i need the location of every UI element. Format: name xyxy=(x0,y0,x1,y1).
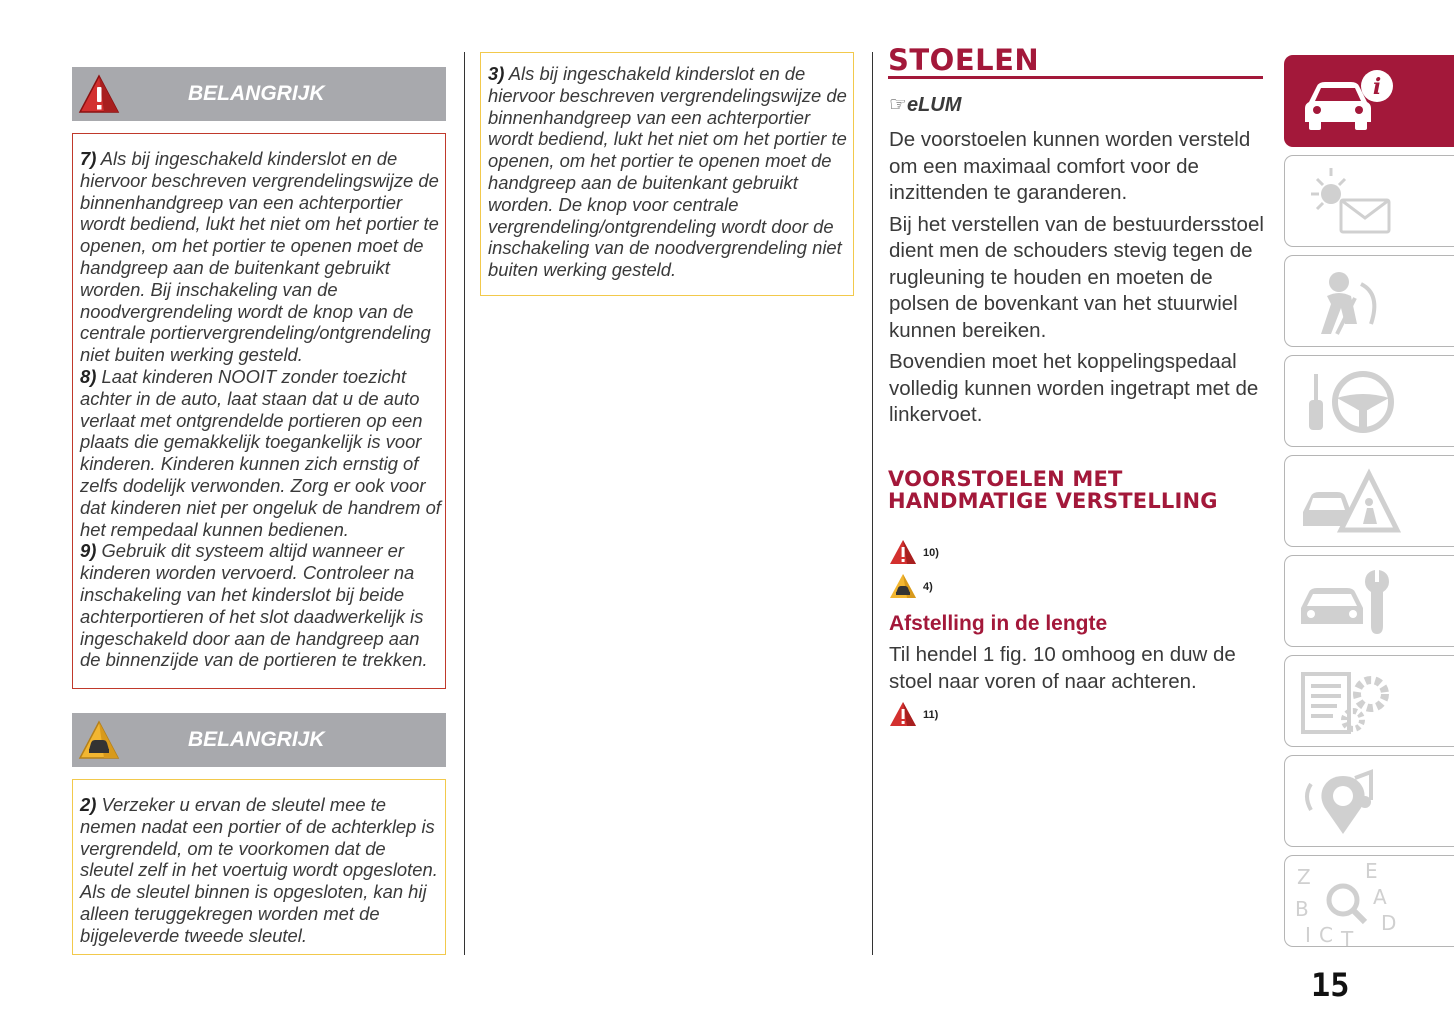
svg-text:Z: Z xyxy=(1297,865,1311,889)
multimedia-icon xyxy=(1297,764,1397,840)
safety-airbag-icon xyxy=(1297,264,1397,340)
important-banner-caution xyxy=(72,713,446,767)
banner-title: BELANGRIJK xyxy=(188,82,325,105)
svg-text:i: i xyxy=(1372,74,1382,100)
caution-car-icon xyxy=(78,719,120,761)
warning-note-8 xyxy=(80,366,441,540)
subheading: Afstelling in de lengte xyxy=(889,612,1108,635)
tab-maintenance[interactable] xyxy=(1284,555,1454,647)
maintenance-icon xyxy=(1297,564,1397,640)
paragraph: Bovendien moet het koppelingspedaal volledig kunnen worden ingetrapt met de linkervoet. xyxy=(889,350,1259,426)
note-number: 7) xyxy=(80,148,97,169)
caution-note-2 xyxy=(80,794,441,947)
important-banner-warning xyxy=(72,67,446,121)
svg-text:E: E xyxy=(1365,859,1378,883)
note-number: 2) xyxy=(80,794,97,815)
subsection-title: VOORSTOELEN MET HANDMATIGE VERSTELLING xyxy=(888,467,1218,513)
note-text: Als bij ingeschakeld kinderslot en de hiervoor beschreven vergrendelingswijze de binnenhandgreep van een achterportier wordt bediend, lukt het niet om het portier te openen, om het portier te openen moet de handgreep aan de buitenkant gebruikt worden. De knop voor centrale vergrendeling/ontgrendeling wordt door de inschakeling van de noodvergrendeling niet buiten werking gesteld. xyxy=(488,63,847,281)
column-divider-left xyxy=(464,52,465,955)
page-number: 15 xyxy=(1311,966,1350,1004)
elum-label: eLUM xyxy=(906,94,962,116)
svg-text:T: T xyxy=(1341,927,1354,951)
note-text: Verzeker u ervan de sleutel mee te nemen nadat een portier of de achterklep is vergrendeld, om te voorkomen dat de sleutel zelf in het voertuig wordt opgesloten. Als de sleutel binnen is opgesloten, kan hij alleen teruggekregen worden met de bijgeleverde tweede sleutel. xyxy=(80,794,438,946)
svg-text:B: B xyxy=(1295,897,1309,921)
paragraph: Bij het verstellen van de bestuurdersstoel dient men de schouders stevig tegen de rugleuning te houden en moeten de polsen de bovenkant van het stuurwiel kunnen bereiken. xyxy=(889,212,1264,342)
note-text: Gebruik dit systeem altijd wanneer er kinderen worden vervoerd. Controleer na inschakeling van het kinderslot bij beide achterportieren of het slot daadwerkelijk is ingeschakeld door aan de handgreep aan de binnenzijde van de portieren te trekken. xyxy=(80,540,428,671)
caution-car-icon xyxy=(889,573,917,599)
starting-driving-icon xyxy=(1297,364,1397,440)
caution-notes-box-continued xyxy=(480,52,854,296)
intro-paragraphs xyxy=(889,127,1269,434)
reference-number: 11) xyxy=(923,709,939,721)
elum-reference xyxy=(889,92,961,117)
note-number: 3) xyxy=(488,63,505,84)
column-divider-right xyxy=(872,52,873,955)
note-text: Laat kinderen NOOIT zonder toezicht achter in de auto, laat staan dat u de auto verlaat met ontgrendelde portieren op een plaats die gemakkelijk toegankelijk is voor kinderen. Kinderen kunnen zich ernstig of zelfs dodelijk verwonden. Zorg er ook voor dat kinderen niet per ongeluk de handrem of het rempedaal kunnen bedienen. xyxy=(80,365,441,540)
tab-index[interactable] xyxy=(1284,855,1454,951)
warning-note-9 xyxy=(80,540,441,671)
section-title: STOELEN xyxy=(888,44,1263,79)
banner-title: BELANGRIJK xyxy=(188,728,325,751)
caution-notes-box xyxy=(72,779,446,955)
tab-starting-driving[interactable] xyxy=(1284,355,1454,447)
reference-number: 10) xyxy=(923,547,939,559)
note-number: 8) xyxy=(80,365,97,387)
note-text: Als bij ingeschakeld kinderslot en de hiervoor beschreven vergrendelingswijze de binnenhandgreep van een achterportier wordt bediend, lukt het niet om het portier te openen, om het portier te openen moet de handgreep aan de buitenkant gebruikt worden. Bij inschakeling van de noodvergrendeling wordt de knop van de centrale portiervergrendeling/ontgrendeling niet buiten werking gesteld. xyxy=(80,148,439,366)
svg-text:C: C xyxy=(1319,923,1333,947)
pointing-hand-icon: ☞ xyxy=(889,94,907,116)
paragraph: De voorstoelen kunnen worden versteld om een maximaal comfort voor de inzittenden te garanderen. xyxy=(889,128,1251,204)
svg-text:I: I xyxy=(1305,923,1311,947)
note-number: 9) xyxy=(80,540,97,562)
reference-number: 4) xyxy=(923,581,933,593)
emergency-icon xyxy=(1297,464,1397,540)
index-icon xyxy=(1295,859,1397,951)
car-info-icon xyxy=(1297,64,1397,140)
dashboard-lights-icon xyxy=(1297,164,1397,240)
tab-safety[interactable] xyxy=(1284,255,1454,347)
warning-triangle-icon xyxy=(78,73,120,115)
caution-note-3 xyxy=(488,63,849,281)
adjustment-paragraph: Til hendel 1 fig. 10 omhoog en duw de stoel naar voren of naar achteren. xyxy=(889,643,1236,693)
warning-triangle-icon xyxy=(889,701,917,727)
svg-text:A: A xyxy=(1373,885,1387,909)
tab-emergency[interactable] xyxy=(1284,455,1454,547)
tab-technical-data[interactable] xyxy=(1284,655,1454,747)
svg-text:D: D xyxy=(1381,911,1397,935)
tab-car-info[interactable] xyxy=(1284,55,1454,147)
warning-notes-box xyxy=(72,133,446,689)
technical-data-icon xyxy=(1297,664,1397,740)
warning-triangle-icon xyxy=(889,539,917,565)
tab-dashboard-lights[interactable] xyxy=(1284,155,1454,247)
warning-note-7 xyxy=(80,148,441,366)
tab-multimedia[interactable] xyxy=(1284,755,1454,847)
